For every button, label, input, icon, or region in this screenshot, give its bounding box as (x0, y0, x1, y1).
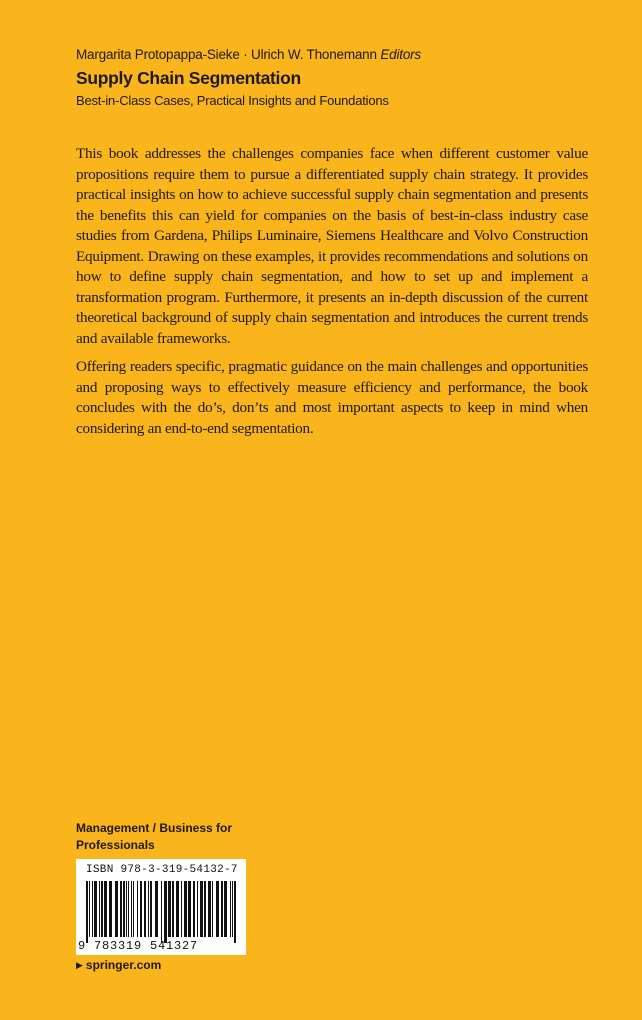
barcode-bars-icon (84, 881, 240, 943)
isbn-barcode (76, 859, 246, 955)
category-line-1: Management / Business for (76, 821, 233, 835)
editors-role: Editors (380, 47, 421, 62)
description-paragraph-2: Offering readers specific, pragmatic guidance on the main challenges and opportunities and proposing ways to effectively measure efficiency and performance, the book concludes with the do’s, don’ts and most important aspects to keep in mind when considering an end-to-end segmentation. (76, 358, 588, 437)
isbn-label: ISBN 978-3-319-54132-7 (86, 864, 238, 876)
publisher-link[interactable] (76, 958, 161, 972)
category-line-2: Professionals (76, 838, 155, 852)
book-title: Supply Chain Segmentation (76, 68, 301, 88)
editors-names: Margarita Protopappa-Sieke · Ulrich W. Thonemann (76, 47, 377, 62)
ean-digits: 9 783319 541327 (78, 939, 199, 953)
subject-category (76, 820, 232, 854)
publisher-url: springer.com (85, 958, 162, 972)
book-description (76, 144, 588, 447)
arrow-right-icon: ▶ (76, 960, 83, 970)
description-paragraph-1: This book addresses the challenges companies face when different customer value propositions require them to pursue a differentiated supply chain strategy. It provides practical insights on how to achieve successful supply chain segmentation and presents the benefits this can yield for companies on the basis of best-in-class industry case studies from Gardena, Philips Luminaire, Siemens Healthcare and Volvo Construction Equipment. Drawing on these examples, it provides recommendations and solutions on how to define supply chain segmentation, and how to set up and implement a transformation program. Furthermore, it presents an in-depth discussion of the current theoretical background of supply chain segmentation and introduces the current trends and available frameworks. (76, 145, 588, 347)
editors-line (76, 46, 596, 64)
book-subtitle: Best-in-Class Cases, Practical Insights and Foundations (76, 93, 389, 108)
cover-header (76, 46, 596, 109)
